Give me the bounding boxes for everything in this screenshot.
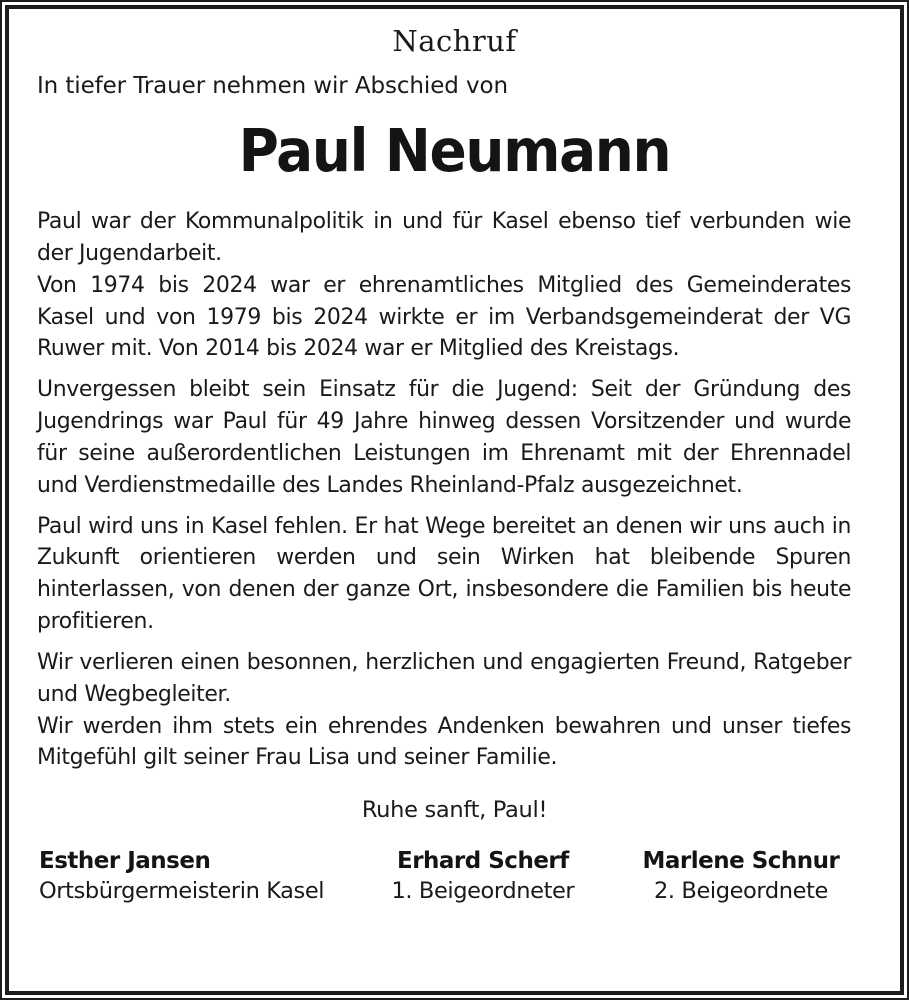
obituary-body (37, 206, 872, 774)
bottom-spacer (37, 906, 872, 981)
lead-line: In tiefer Trauer nehmen wir Abschied von (37, 73, 508, 100)
signatory-role: 2. Beigeordnete (653, 878, 828, 905)
signatory-name: Erhard Scherf (396, 848, 569, 875)
signatory-role: Ortsbürgermeisterin Kasel (39, 878, 325, 905)
signatory-row (37, 847, 872, 906)
obituary-paragraph: Unvergessen bleibt sein Einsatz für die Jugend: Seit der Gründung des Jugendrings war Paul für 49 Jahre hinweg dessen Vorsitzender und wurde für seine außerordentlichen Leistungen im Ehrenamt mit der Ehrennadel und Verdienstmedaille des Landes Rheinland-Pfalz ausgezeichnet. (37, 376, 852, 498)
obituary-notice-body (5, 5, 904, 995)
obituary-paragraph: Paul wird uns in Kasel fehlen. Er hat Wege bereitet an denen wir uns auch in Zukunft orientieren werden und sein Wirken hat bleibende Spuren hinterlassen, von denen der ganze Ort, insbesondere die Familien bis heute profitieren. (37, 512, 852, 635)
closing-line: Ruhe sanft, Paul! (361, 797, 548, 824)
obituary-paragraph: Wir verlieren einen besonnen, herzlichen und engagierten Freund, Ratgeber und Wegbegleiter. (37, 648, 852, 707)
signatory-role: 1. Beigeordneter (391, 878, 575, 905)
signatory-block (39, 847, 354, 906)
obituary-paragraph: Paul war der Kommunalpolitik in und für Kasel ebenso tief verbunden wie der Jugendarbeit. (37, 208, 852, 266)
signatory-block (612, 847, 870, 906)
signatory-name: Marlene Schnur (642, 848, 840, 875)
page-title: Nachruf (392, 24, 517, 58)
signatory-name: Esther Jansen (39, 848, 211, 875)
obituary-paragraph: Wir werden ihm stets ein ehrendes Andenken bewahren und unser tiefes Mitgefühl gilt seiner Frau Lisa und seiner Familie. (37, 712, 852, 771)
signatory-block (354, 847, 612, 906)
deceased-name: Paul Neumann (238, 116, 671, 186)
obituary-paragraph: Von 1974 bis 2024 war er ehrenamtliches Mitglied des Gemeinderates Kasel und von 1979 bis 2024 wirkte er im Verbandsgemeinderat der VG Ruwer mit. Von 2014 bis 2024 war er Mitglied des Kreistags. (37, 271, 852, 362)
